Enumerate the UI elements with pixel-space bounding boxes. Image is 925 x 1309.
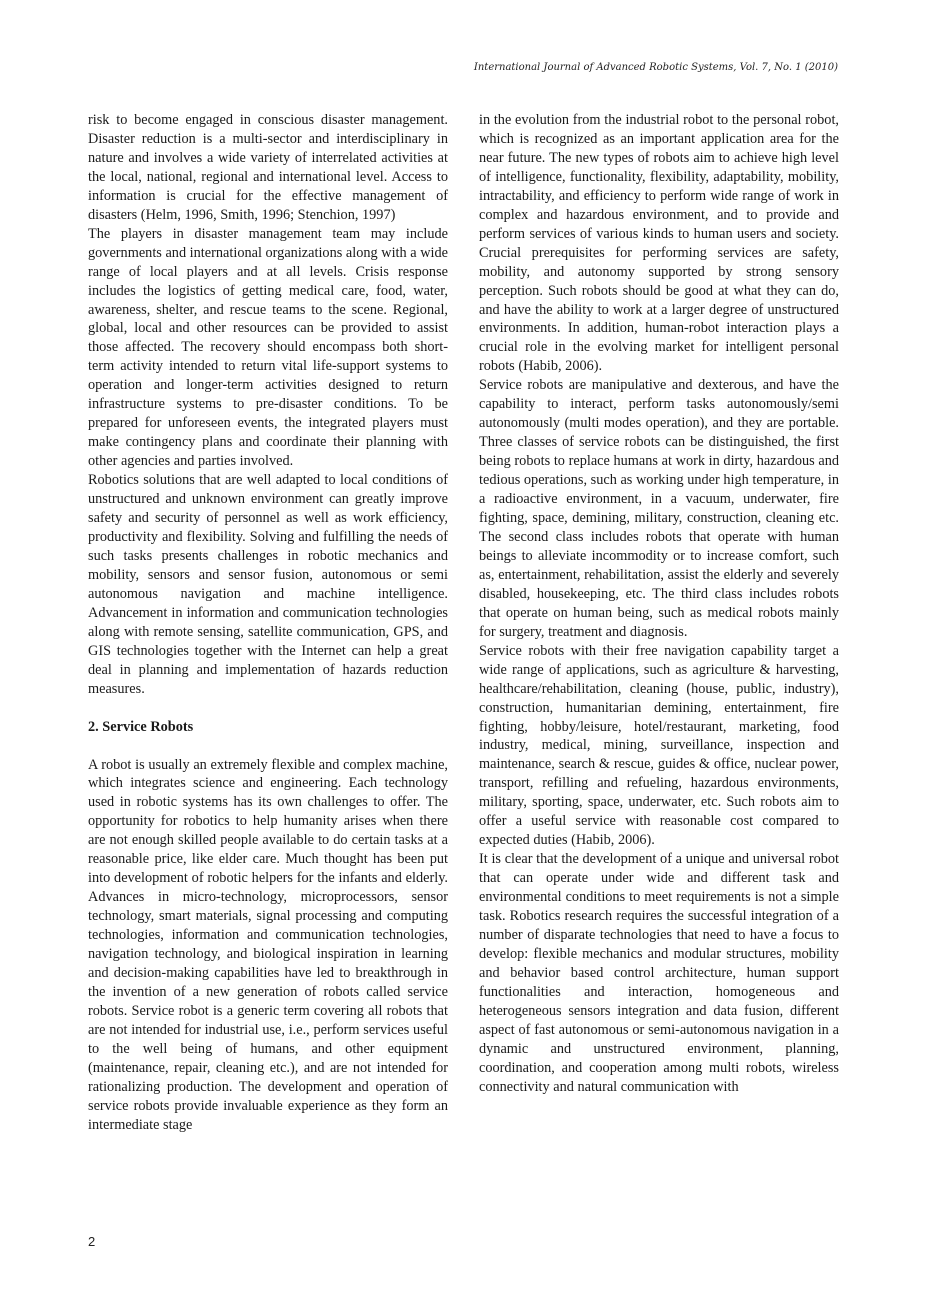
paragraph: The players in disaster management team may include governments and international organizations along with a wide range of local players and at all levels. Crisis response includes the logistics of getting medical care, food, water, awareness, shelter, and rescue teams to the scene. Regional, global, local and other resources can be provided to assist those affected. The recovery should encompass both short-term activity intended to return vital life-support systems to operation and longer-term activities designed to return infrastructure systems to pre-disaster conditions. To be prepared for unforeseen events, the integrated players must make contingency plans and coordinate their planning with other agencies and parties involved. — [88, 225, 448, 470]
page-number: 2 — [88, 1234, 96, 1249]
running-header: International Journal of Advanced Robotic Systems, Vol. 7, No. 1 (2010) — [473, 62, 838, 73]
paragraph: risk to become engaged in conscious disaster management. Disaster reduction is a multi-sector and interdisciplinary in nature and involves a wide variety of interrelated activities at the local, national, regional and international level. Access to information is crucial for the effective management of disasters (Helm, 1996, Smith, 1996; Stenchion, 1997) — [88, 112, 448, 223]
left-column — [88, 111, 448, 1135]
section-heading: 2. Service Robots — [88, 718, 194, 735]
paragraph: Service robots with their free navigation capability target a wide range of applications, such as agriculture & harvesting, healthcare/rehabilitation, cleaning (house, public, industry), construction, humanitarian demining, entertainment, fire fighting, hobby/leisure, hotel/restaurant, marketing, food industry, medical, mining, surveillance, inspection and maintenance, search & rescue, guides & office, nuclear power, transport, refilling and refueling, hazardous environments, military, sporting, space, underwater, etc. Such robots aim to offer a useful service with reasonable cost compared to expected duties (Habib, 2006). — [479, 642, 839, 849]
paragraph: Service robots are manipulative and dexterous, and have the capability to interact, perform tasks autonomously/semi autonomously (multi modes operation), and they are portable. Three classes of service robots can be distinguished, the first being robots to replace humans at work in dirty, hazardous and tedious operations, such as working under high temperature, in a radioactive environment, in a vacuum, underwater, fire fighting, space, demining, military, construction, cleaning etc. The second class includes robots that operate with human beings to alleviate incommodity or to increase comfort, such as, entertainment, rehabilitation, assist the elderly and severely disabled, housekeeping, etc. The third class includes robots that operate on human being, such as medical robots mainly for surgery, treatment and diagnosis. — [479, 377, 839, 640]
right-column — [479, 111, 839, 1097]
paragraph: A robot is usually an extremely flexible and complex machine, which integrates science and engineering. Each technology used in robotic systems has its own challenges to offer. The opportunity for robotics to help humanity arises when there are not enough skilled people available to do certain tasks at a reasonable price, like elder care. Much thought has been put into development of robotic helpers for the infants and elderly. Advances in micro-technology, microprocessors, sensor technology, smart materials, signal processing and computing technologies, information and communication technologies, navigation technology, and biological inspiration in learning and decision-making capabilities have led to breakthrough in the invention of a new generation of robots called service robots. Service robot is a generic term covering all robots that are not intended for industrial use, i.e., perform services useful to the well being of humans, and other equipment (maintenance, repair, cleaning etc.), and are not intended for rationalizing production. The development and operation of service robots provide invaluable experience as they form an intermediate stage — [88, 756, 448, 1133]
paragraph: in the evolution from the industrial robot to the personal robot, which is recognized as an important application area for the near future. The new types of robots aim to achieve high level of intelligence, functionality, flexibility, adaptability, mobility, intractability, and efficiency to perform wide range of work in complex and hazardous environment, and to provide and perform services of various kinds to human users and society. Crucial prerequisites for performing services are safety, mobility, and autonomy supported by strong sensory perception. Such robots should be good at what they can do, and have the ability to work at a larger degree of unstructured environments. In addition, human-robot interaction plays a crucial role in the evolving market for intelligent personal robots (Habib, 2006). — [479, 112, 839, 375]
paragraph: Robotics solutions that are well adapted to local conditions of unstructured and unknown environment can greatly improve safety and security of personnel as well as work efficiency, productivity and flexibility. Solving and fulfilling the needs of such tasks presents challenges in robotic mechanics and mobility, sensors and sensor fusion, autonomous or semi autonomous navigation and machine intelligence. Advancement in information and communication technologies along with remote sensing, satellite communication, GPS, and GIS technologies together with the Internet can help a great deal in planning and implementation of hazards reduction measures. — [88, 472, 448, 697]
paragraph: It is clear that the development of a unique and universal robot that can operate under wide and different task and environmental conditions to meet requirements is not a simple task. Robotics research requires the successful integration of a number of disparate technologies that need to have a focus to develop: flexible mechanics and modular structures, mobility and behavior based control architecture, human support functionalities and interaction, homogeneous and heterogeneous sensors integration and data fusion, different aspect of fast autonomous or semi-autonomous navigation in a dynamic and unstructured environment, planning, coordination, and cooperation among multi robots, wireless connectivity and natural communication with — [479, 851, 839, 1095]
